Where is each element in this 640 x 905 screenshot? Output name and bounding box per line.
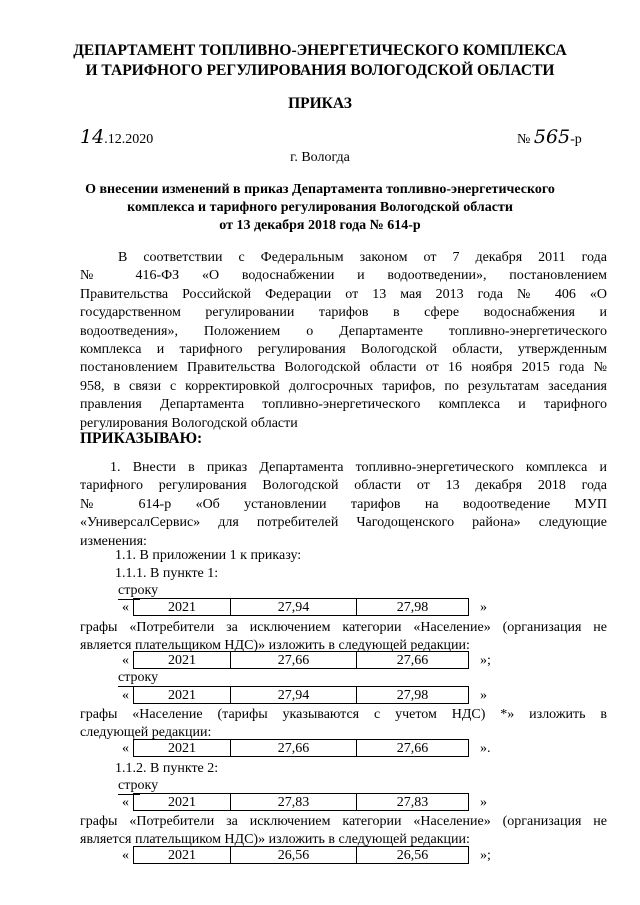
text-line: графы «Потребители за исключением категории «Население» (организация не xyxy=(80,814,607,829)
tariff-row xyxy=(0,651,640,671)
cell-value-2: 26,56 xyxy=(356,846,469,864)
cell-year: 2021 xyxy=(133,686,231,704)
tariff-row xyxy=(0,793,640,813)
quote-close-semicolon: »; xyxy=(480,653,491,668)
preamble-line: регулирования Вологодской области xyxy=(80,415,298,431)
number-suffix: -р xyxy=(570,132,582,147)
quote-close-semicolon: »; xyxy=(480,848,491,863)
quote-open: « xyxy=(122,848,129,863)
word-stroku: строку xyxy=(118,670,159,685)
tariff-row xyxy=(0,686,640,706)
text-b xyxy=(80,706,607,743)
subitem-1-1-1: 1.1.1. В пункте 1: xyxy=(115,566,219,581)
tariff-row xyxy=(0,846,640,866)
cell-value-1: 27,94 xyxy=(230,686,357,704)
text-c xyxy=(80,813,607,850)
number-handwritten: 565 xyxy=(533,126,571,148)
quote-open: « xyxy=(122,653,129,668)
preamble-line: правления Департамента топливно-энергетического комплекса и тарифного xyxy=(80,397,607,413)
cell-value-1: 27,83 xyxy=(230,793,357,811)
cell-value-2: 27,66 xyxy=(356,739,469,757)
item1-paragraph xyxy=(80,459,607,551)
tariff-row xyxy=(0,739,640,759)
word-stroku: строку xyxy=(118,583,159,598)
cell-year: 2021 xyxy=(133,793,231,811)
quote-close: » xyxy=(480,600,487,615)
text-line: следующей редакции: xyxy=(80,725,212,741)
order-title-line1: О внесении изменений в приказ Департамента топливно-энергетического xyxy=(85,182,555,197)
city: г. Вологда xyxy=(290,150,350,165)
order-number xyxy=(517,126,582,148)
order-date xyxy=(80,126,153,148)
quote-close: » xyxy=(480,795,487,810)
order-title-line3: от 13 декабря 2018 года № 614-р xyxy=(219,218,421,233)
quote-close: » xyxy=(480,688,487,703)
preamble-line: № 416-ФЗ «О водоснабжении и водоотведении», постановлением xyxy=(80,268,607,284)
cell-value-2: 27,83 xyxy=(356,793,469,811)
item1-line: тарифного регулирования Вологодской области от 13 декабря 2018 года xyxy=(80,478,607,494)
subitem-1-1-2: 1.1.2. В пункте 2: xyxy=(115,761,219,776)
preamble-line: В соответствии с Федеральным законом от 7 декабря 2011 года xyxy=(118,250,607,265)
cell-value-2: 27,98 xyxy=(356,598,469,616)
cell-year: 2021 xyxy=(133,598,231,616)
preamble-line: комплекса и тарифного регулирования Вологодской области, утвержденным xyxy=(80,341,607,357)
order-word: ПРИКАЗЫВАЮ: xyxy=(80,430,203,447)
subitem-1-1: 1.1. В приложении 1 к приказу: xyxy=(115,548,302,563)
text-line: является плательщиком НДС)» изложить в следующей редакции: xyxy=(80,832,470,848)
cell-year: 2021 xyxy=(133,739,231,757)
date-day-handwritten: 14 xyxy=(80,126,105,148)
cell-value-1: 27,66 xyxy=(230,739,357,757)
department-title-line2: И ТАРИФНОГО РЕГУЛИРОВАНИЯ ВОЛОГОДСКОЙ ОБЛАСТИ xyxy=(85,62,555,79)
preamble-line: постановлением Правительства Вологодской области от 16 ноября 2015 года № xyxy=(80,360,607,376)
word-stroku: строку xyxy=(118,778,159,793)
item1-line: 1. Внести в приказ Департамента топливно-энергетического комплекса и xyxy=(110,460,607,475)
item1-line: № 614-р «Об установлении тарифов на водоотведение МУП xyxy=(80,496,607,512)
text-line: является плательщиком НДС)» изложить в следующей редакции: xyxy=(80,638,470,654)
date-rest: .12.2020 xyxy=(104,132,154,147)
cell-year: 2021 xyxy=(133,846,231,864)
quote-open: « xyxy=(122,795,129,810)
cell-value-1: 27,66 xyxy=(230,651,357,669)
number-prefix: № xyxy=(517,132,531,147)
document-type: ПРИКАЗ xyxy=(288,95,352,112)
quote-open: « xyxy=(122,600,129,615)
cell-value-2: 27,66 xyxy=(356,651,469,669)
preamble-line: государственном регулировании тарифов в сфере водоснабжения и xyxy=(80,305,607,321)
department-title-line1: ДЕПАРТАМЕНТ ТОПЛИВНО-ЭНЕРГЕТИЧЕСКОГО КОМПЛЕКСА xyxy=(73,42,567,59)
cell-value-1: 26,56 xyxy=(230,846,357,864)
cell-value-2: 27,98 xyxy=(356,686,469,704)
preamble-line: Правительства Российской Федерации от 13 мая 2013 года № 406 «О xyxy=(80,286,607,302)
quote-open: « xyxy=(122,688,129,703)
tariff-row xyxy=(0,598,640,618)
quote-open: « xyxy=(122,741,129,756)
item1-line: «УниверсалСервис» для потребителей Чагодощенского района» следующие xyxy=(80,515,607,531)
item1-line: изменения: xyxy=(80,533,147,549)
text-line: графы «Потребители за исключением категории «Население» (организация не xyxy=(80,620,607,635)
order-title-line2: комплекса и тарифного регулирования Вологодской области xyxy=(127,200,513,215)
preamble-line: водоотведения», Положением о Департаменте топливно-энергетического xyxy=(80,323,607,339)
preamble-paragraph xyxy=(80,249,607,433)
quote-close-dot: ». xyxy=(480,741,491,756)
preamble-line: 958, в связи с корректировкой долгосрочных тарифов, по результатам заседания xyxy=(80,378,607,394)
cell-value-1: 27,94 xyxy=(230,598,357,616)
text-line: графы «Население (тарифы указываются с учетом НДС) *» изложить в xyxy=(80,707,607,722)
cell-year: 2021 xyxy=(133,651,231,669)
